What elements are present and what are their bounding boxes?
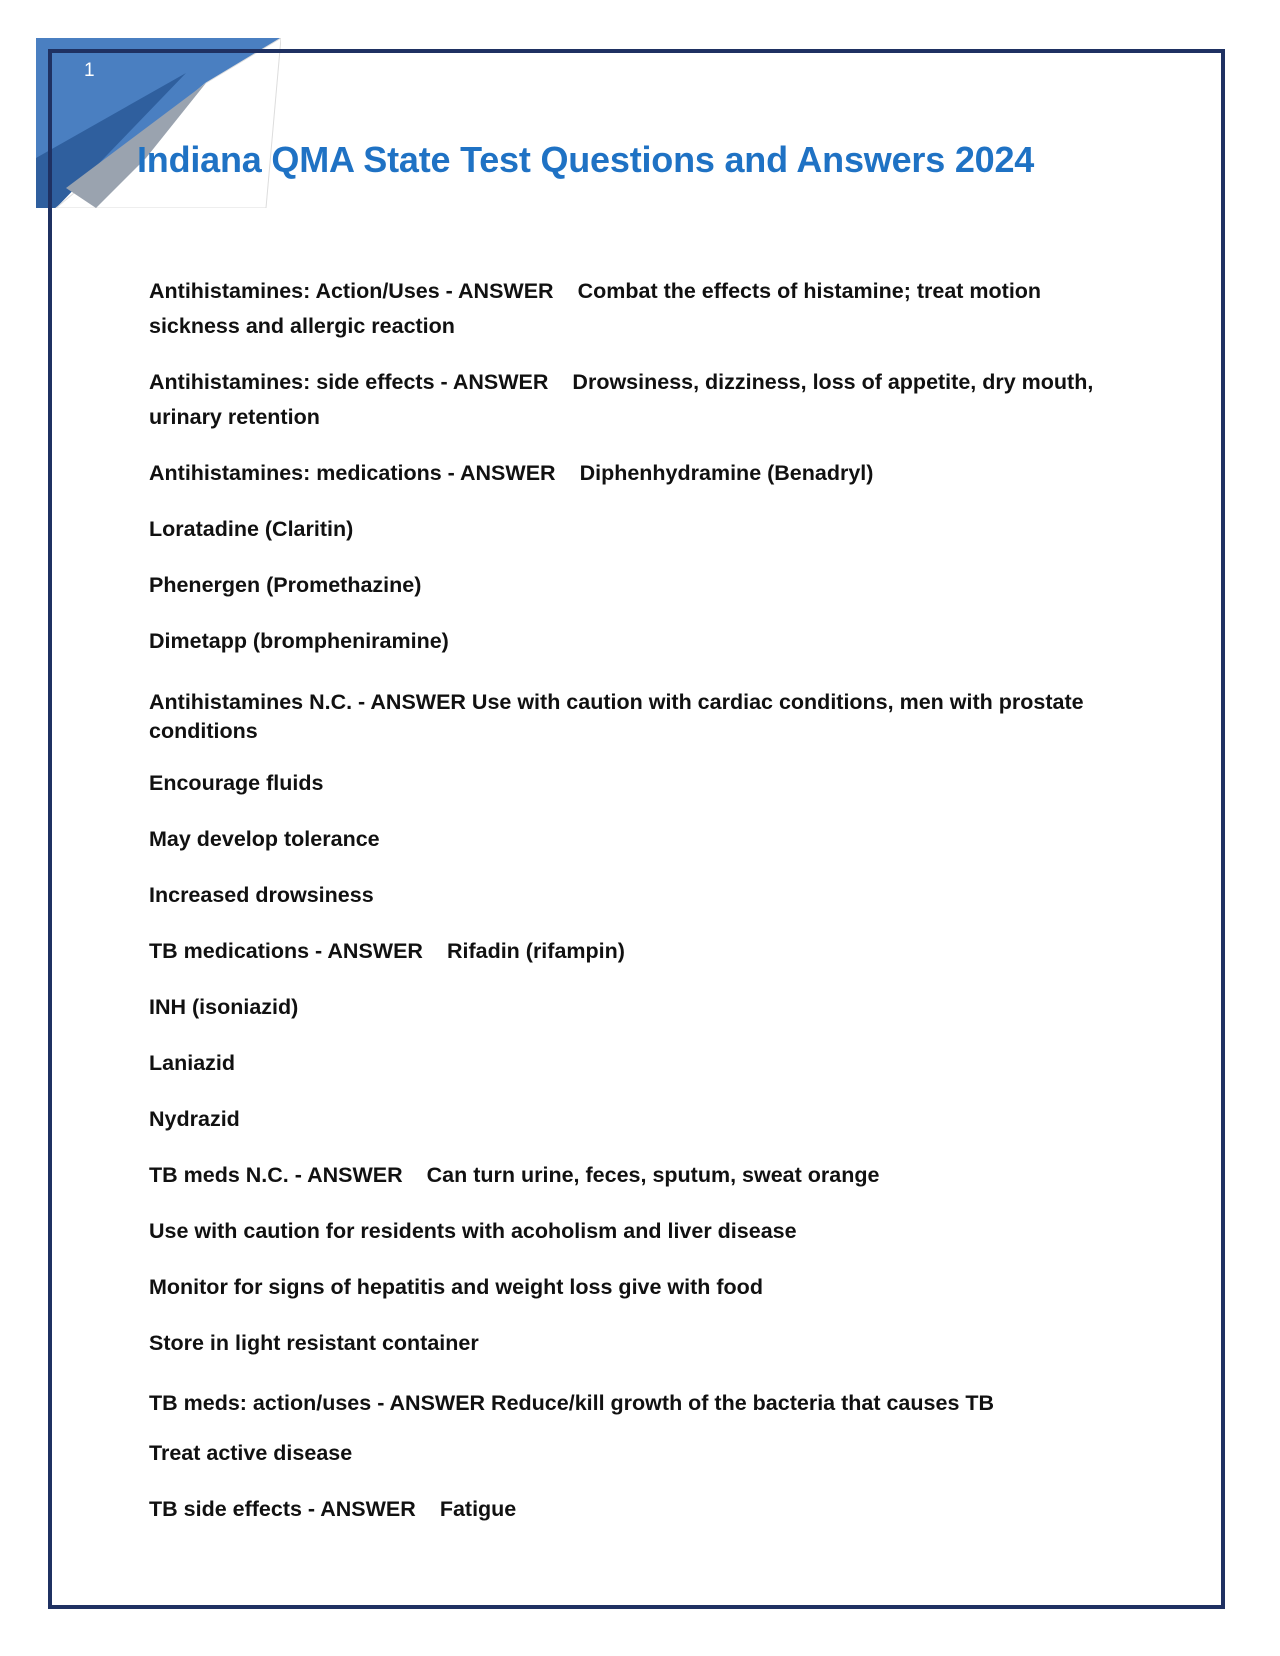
list-item: Encourage fluids bbox=[149, 771, 324, 795]
answer: Can turn urine, feces, sputum, sweat orange bbox=[426, 1163, 880, 1187]
list-item: May develop tolerance bbox=[149, 827, 380, 851]
list-item: Use with caution for residents with acoholism and liver disease bbox=[149, 1219, 797, 1243]
answer: Combat the effects of histamine; treat motion sickness and allergic reaction bbox=[149, 279, 1042, 338]
question: TB side effects - ANSWER bbox=[149, 1497, 416, 1521]
answer: Rifadin (rifampin) bbox=[446, 939, 625, 963]
list-item: Dimetapp (brompheniramine) bbox=[149, 629, 449, 653]
list-item: Increased drowsiness bbox=[149, 883, 374, 907]
list-item: INH (isoniazid) bbox=[149, 995, 299, 1019]
question: Antihistamines: medications - ANSWER bbox=[149, 461, 556, 485]
question: Antihistamines: Action/Uses - ANSWER bbox=[149, 279, 554, 303]
qa-entry-1 bbox=[149, 274, 1119, 344]
answer: Diphenhydramine (Benadryl) bbox=[579, 461, 874, 485]
list-item: Loratadine (Claritin) bbox=[149, 517, 354, 541]
qa-entry-tb-meds bbox=[149, 934, 1119, 969]
qa-entry-3 bbox=[149, 456, 1119, 491]
list-item: Nydrazid bbox=[149, 1107, 240, 1131]
qa-entry-nc: Antihistamines N.C. - ANSWER Use with caution with cardiac conditions, men with prostate conditions bbox=[149, 690, 1084, 743]
qa-entry-tb-action: TB meds: action/uses - ANSWER Reduce/kill growth of the bacteria that causes TB bbox=[149, 1391, 995, 1415]
qa-entry-tb-nc bbox=[149, 1158, 1119, 1193]
question: TB medications - ANSWER bbox=[149, 939, 423, 963]
list-item: Treat active disease bbox=[149, 1441, 353, 1465]
question: Antihistamines: side effects - ANSWER bbox=[149, 370, 549, 394]
answer: Fatigue bbox=[439, 1497, 517, 1521]
list-item: Laniazid bbox=[149, 1051, 236, 1075]
answer: Drowsiness, dizziness, loss of appetite, dry mouth, urinary retention bbox=[149, 370, 1094, 429]
list-item: Monitor for signs of hepatitis and weight loss give with food bbox=[149, 1275, 763, 1299]
qa-entry-tb-side-effects bbox=[149, 1492, 1119, 1527]
list-item: Store in light resistant container bbox=[149, 1331, 479, 1355]
page-number: 1 bbox=[84, 60, 95, 81]
document-title: Indiana QMA State Test Questions and Answers 2024 bbox=[137, 139, 1035, 180]
list-item: Phenergen (Promethazine) bbox=[149, 573, 422, 597]
qa-entry-2 bbox=[149, 365, 1119, 435]
question: TB meds N.C. - ANSWER bbox=[149, 1163, 403, 1187]
